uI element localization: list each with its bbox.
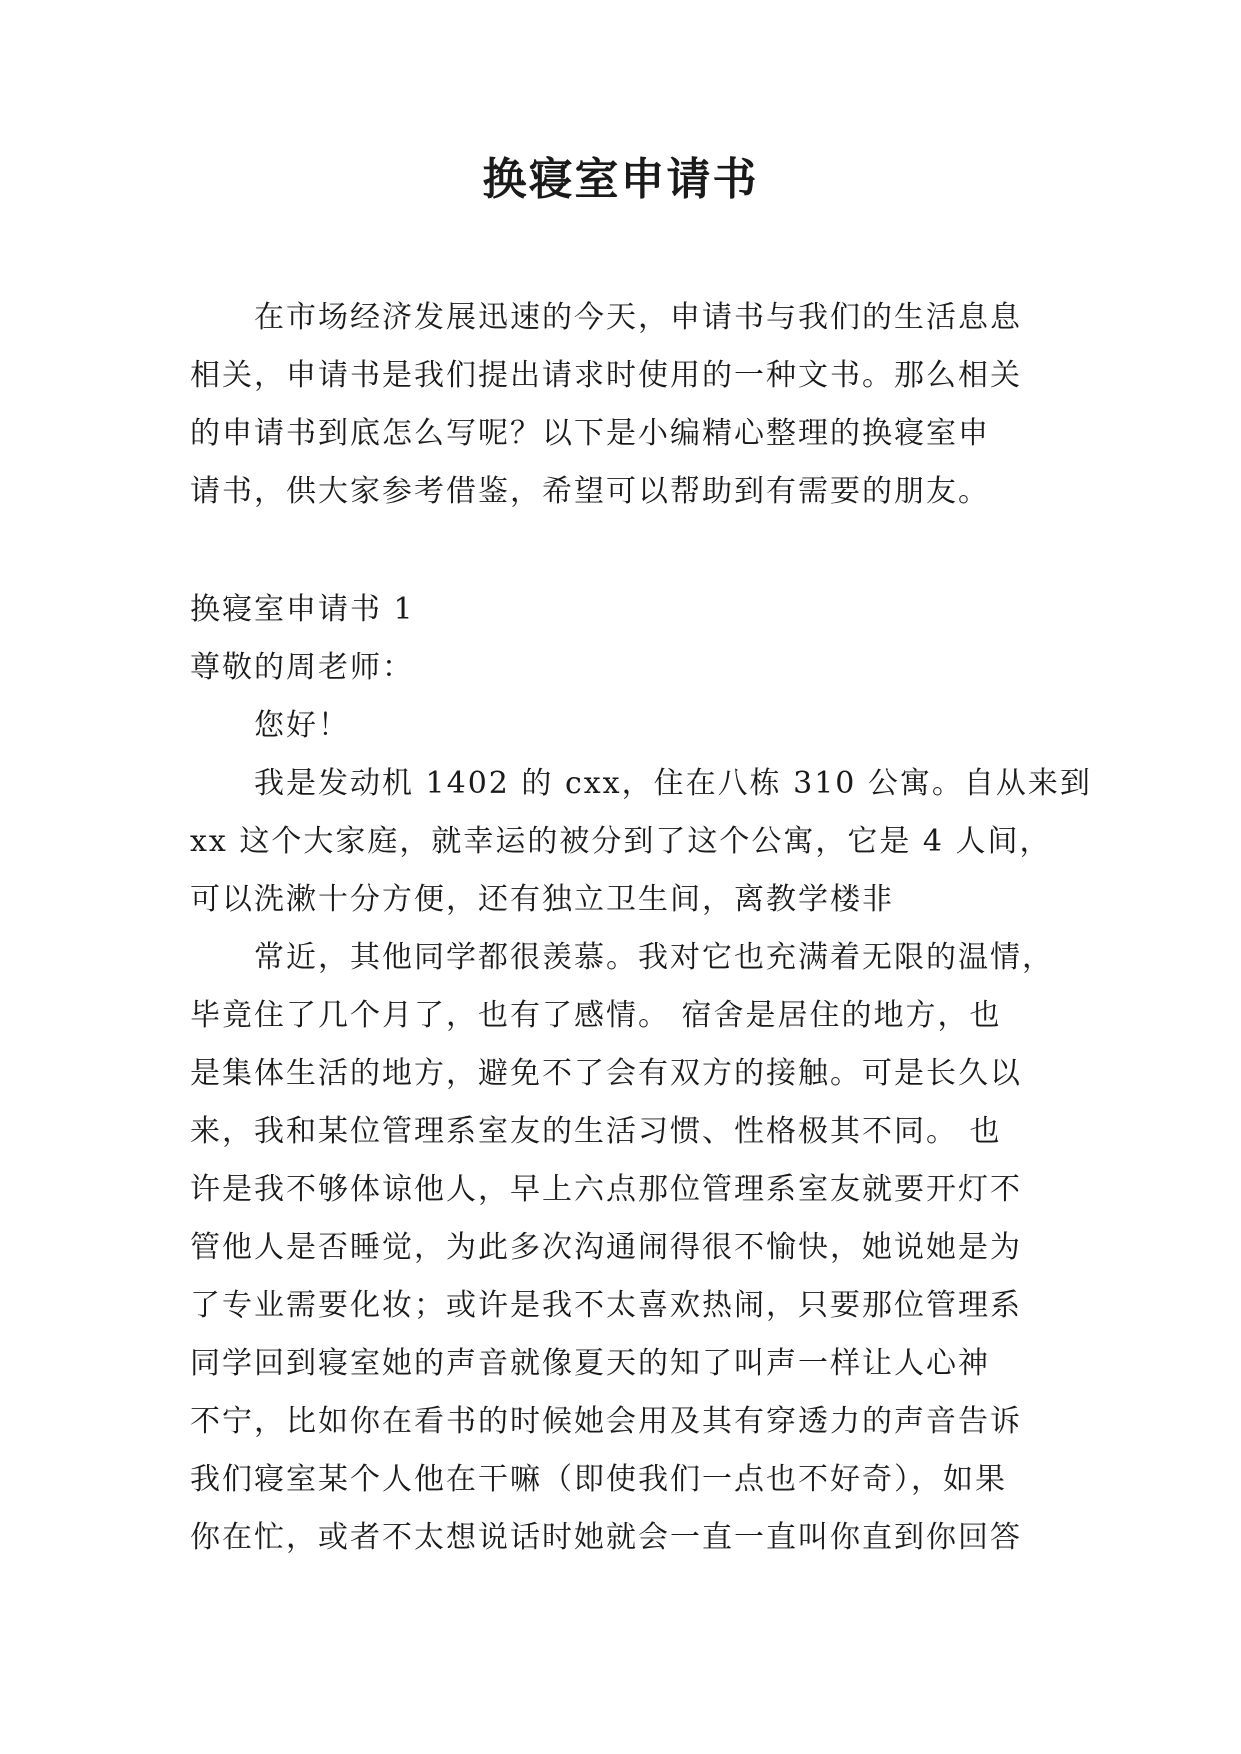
paragraph2-line: 常近，其他同学都很羡慕。我对它也充满着无限的温情， — [254, 940, 1054, 975]
paragraph2-line: 同学回到寝室她的声音就像夏天的知了叫声一样让人心神 — [190, 1346, 990, 1381]
paragraph1-line: 可以洗漱十分方便，还有独立卫生间，离教学楼非 — [190, 882, 894, 917]
paragraph2-line: 你在忙，或者不太想说话时她就会一直一直叫你直到你回答 — [190, 1520, 1022, 1555]
paragraph2-line: 是集体生活的地方，避免不了会有双方的接触。可是长久以 — [190, 1056, 1022, 1091]
paragraph2-line: 不宁，比如你在看书的时候她会用及其有穿透力的声音告诉 — [190, 1404, 1022, 1439]
paragraph2-line: 管他人是否睡觉，为此多次沟通闹得很不愉快，她说她是为 — [190, 1230, 1022, 1265]
paragraph2-line: 许是我不够体谅他人，早上六点那位管理系室友就要开灯不 — [190, 1172, 1022, 1207]
greeting: 您好！ — [254, 708, 350, 743]
letter-block — [190, 581, 1092, 1567]
intro-line: 的申请书到底怎么写呢？以下是小编精心整理的换寝室申 — [190, 416, 990, 451]
paragraph1-line: 我是发动机 1402 的 cxx，住在八栋 310 公寓。自从来到 — [254, 766, 1092, 801]
intro-line: 在市场经济发展迅速的今天，申请书与我们的生活息息 — [254, 300, 1022, 335]
paragraph1-line: xx 这个大家庭，就幸运的被分到了这个公寓，它是 4 人间， — [190, 824, 1052, 859]
section-heading: 换寝室申请书 1 — [190, 592, 415, 627]
paragraph2-line: 来，我和某位管理系室友的生活习惯、性格极其不同。 也 — [190, 1114, 1002, 1149]
salutation: 尊敬的周老师： — [190, 650, 414, 685]
intro-line: 请书，供大家参考借鉴，希望可以帮助到有需要的朋友。 — [190, 474, 990, 509]
paragraph2-line: 毕竟住了几个月了，也有了感情。 宿舍是居住的地方，也 — [190, 998, 1002, 1033]
document-title: 换寝室申请书 — [482, 154, 759, 205]
intro-line: 相关，申请书是我们提出请求时使用的一种文书。那么相关 — [190, 358, 1022, 393]
paragraph2-line: 我们寝室某个人他在干嘛（即使我们一点也不好奇），如果 — [190, 1462, 1007, 1497]
intro-paragraph — [190, 289, 1050, 521]
paragraph2-line: 了专业需要化妆；或许是我不太喜欢热闹，只要那位管理系 — [190, 1288, 1022, 1323]
